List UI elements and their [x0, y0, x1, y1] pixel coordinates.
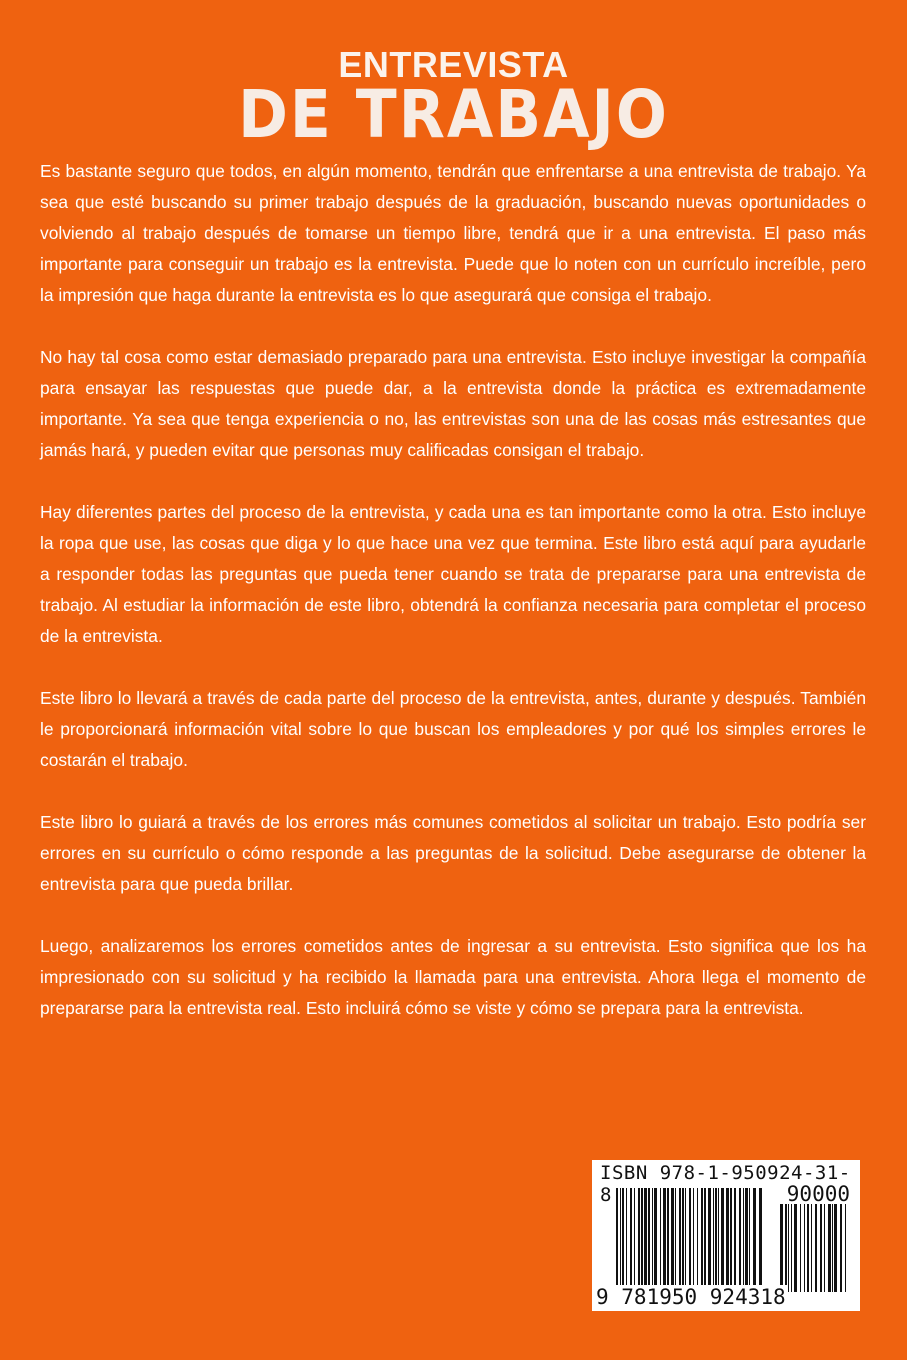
barcode-bar: [815, 1204, 817, 1292]
barcode-bar: [804, 1204, 805, 1292]
barcode-bar: [820, 1204, 822, 1292]
barcode-bar: [807, 1204, 809, 1292]
blurb: [40, 156, 866, 1055]
barcode-bar: [794, 1204, 797, 1292]
barcode-bar: [828, 1204, 831, 1292]
barcode-bar: [780, 1204, 783, 1292]
isbn-label: ISBN 978-1-950924-31-8: [600, 1162, 851, 1206]
isbn-barcode: [592, 1160, 860, 1311]
barcode-bar: [791, 1204, 792, 1292]
paragraph: Es bastante seguro que todos, en algún momento, tendrán que enfrentarse a una entrevista de trabajo. Ya sea que esté buscando su primer trabajo después de la graduación, buscando nuevas oportunidades o volviendo al trabajo después de tomarse un tiempo libre, tendrá que ir a una entrevista. El paso más importante para conseguir un trabajo es la entrevista. Puede que lo noten con un currículo increíble, pero la impresión que haga durante la entrevista es lo que asegurará que consiga el trabajo.: [40, 161, 866, 305]
price-addon: 90000: [786, 1182, 850, 1206]
paragraph: Este libro lo llevará a través de cada parte del proceso de la entrevista, antes, durante y después. También le proporcionará información vital sobre lo que buscan los empleadores y por qué los simples errores le costarán el trabajo.: [40, 688, 866, 770]
barcode-bar: [845, 1204, 846, 1292]
barcode-bar: [800, 1204, 801, 1292]
barcode-bar: [811, 1204, 812, 1292]
paragraph: No hay tal cosa como estar demasiado preparado para una entrevista. Esto incluye investigar la compañía para ensayar las respuestas que puede dar, a la entrevista donde la práctica es extremadamente importante. Ya sea que tenga experiencia o no, las entrevistas son una de las cosas más estresantes que jamás hará, y pueden evitar que personas muy calificadas consigan el trabajo.: [40, 347, 866, 460]
barcode-bar: [834, 1204, 837, 1292]
barcode-bar: [824, 1204, 825, 1292]
paragraph: Luego, analizaremos los errores cometidos antes de ingresar a su entrevista. Esto significa que los ha impresionado con su solicitud y ha recibido la llamada para una entrevista. Ahora llega el momento de prepararse para la entrevista real. Esto incluirá cómo se viste y cómo se prepara para la entrevista.: [40, 936, 866, 1018]
paragraph: Este libro lo guiará a través de los errores más comunes cometidos al solicitar un trabajo. Esto podría ser errores en su currículo o cómo responde a las preguntas de la solicitud. Debe asegurarse de obtener la entrevista para que pueda brillar.: [40, 812, 866, 894]
barcode-bar: [788, 1204, 789, 1292]
title-line-2: DE TRABAJO: [238, 76, 669, 154]
barcode-bar: [785, 1204, 787, 1292]
ean-digits: 9 781950 924318: [596, 1285, 786, 1309]
title-line-1: ENTREVISTA: [338, 44, 569, 85]
barcode-bar: [840, 1204, 842, 1292]
paragraph: Hay diferentes partes del proceso de la entrevista, y cada una es tan importante como la otra. Esto incluye la ropa que use, las cosas que diga y lo que hace una vez que termina. Este libro está aquí para ayudarle a responder todas las preguntas que pueda tener cuando se trata de prepararse para una entrevista de trabajo. Al estudiar la información de este libro, obtendrá la confianza necesaria para completar el proceso de la entrevista.: [40, 502, 866, 646]
barcode-bar: [832, 1204, 833, 1292]
